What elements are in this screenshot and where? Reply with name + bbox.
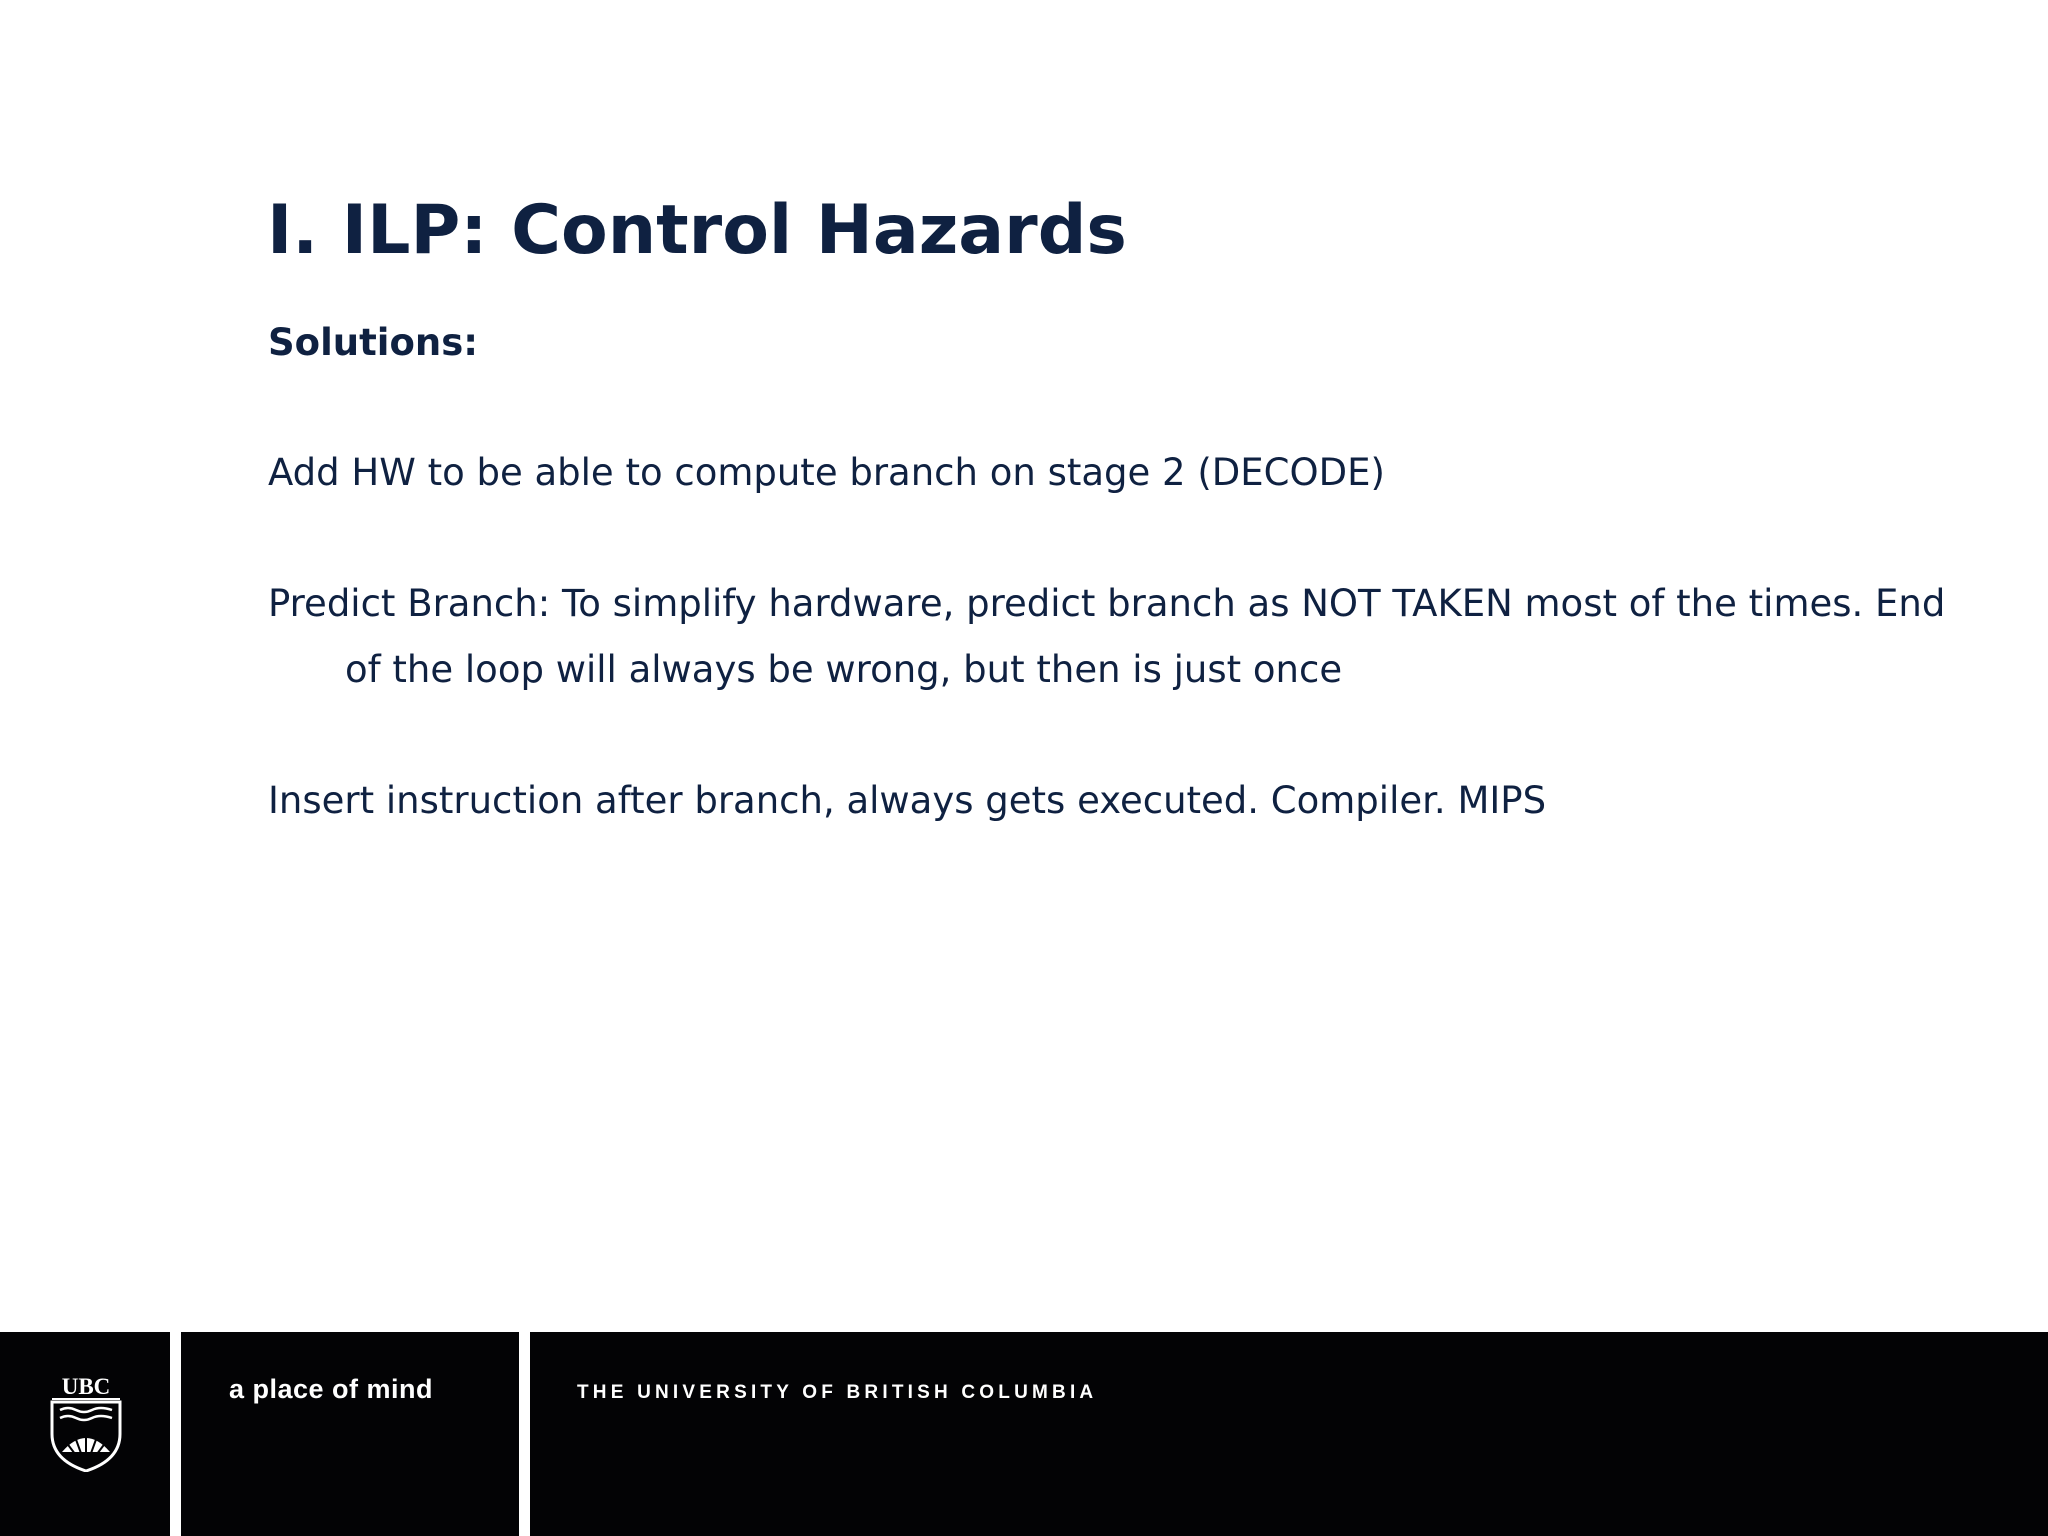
ubc-crest-icon (48, 1372, 124, 1472)
svg-text:UBC: UBC (61, 1374, 111, 1399)
bullet-delay-slot: Insert instruction after branch, always gets executed. Compiler. MIPS (268, 779, 1547, 822)
footer-university-block (530, 1332, 2048, 1536)
footer-bar (0, 1332, 2048, 1536)
slide-title: I. ILP: Control Hazards (267, 191, 1127, 270)
bullet-decode-stage: Add HW to be able to compute branch on stage 2 (DECODE) (268, 451, 1385, 494)
solutions-heading: Solutions: (268, 321, 479, 364)
tagline: a place of mind (229, 1374, 434, 1404)
footer-tagline-block (181, 1332, 519, 1536)
footer-logo-block (0, 1332, 170, 1536)
bullet-predict-branch: Predict Branch: To simplify hardware, predict branch as NOT TAKEN most of the times. End of the loop will always be wrong, but then is just once (268, 582, 1946, 691)
university-name: THE UNIVERSITY OF BRITISH COLUMBIA (577, 1382, 1098, 1403)
